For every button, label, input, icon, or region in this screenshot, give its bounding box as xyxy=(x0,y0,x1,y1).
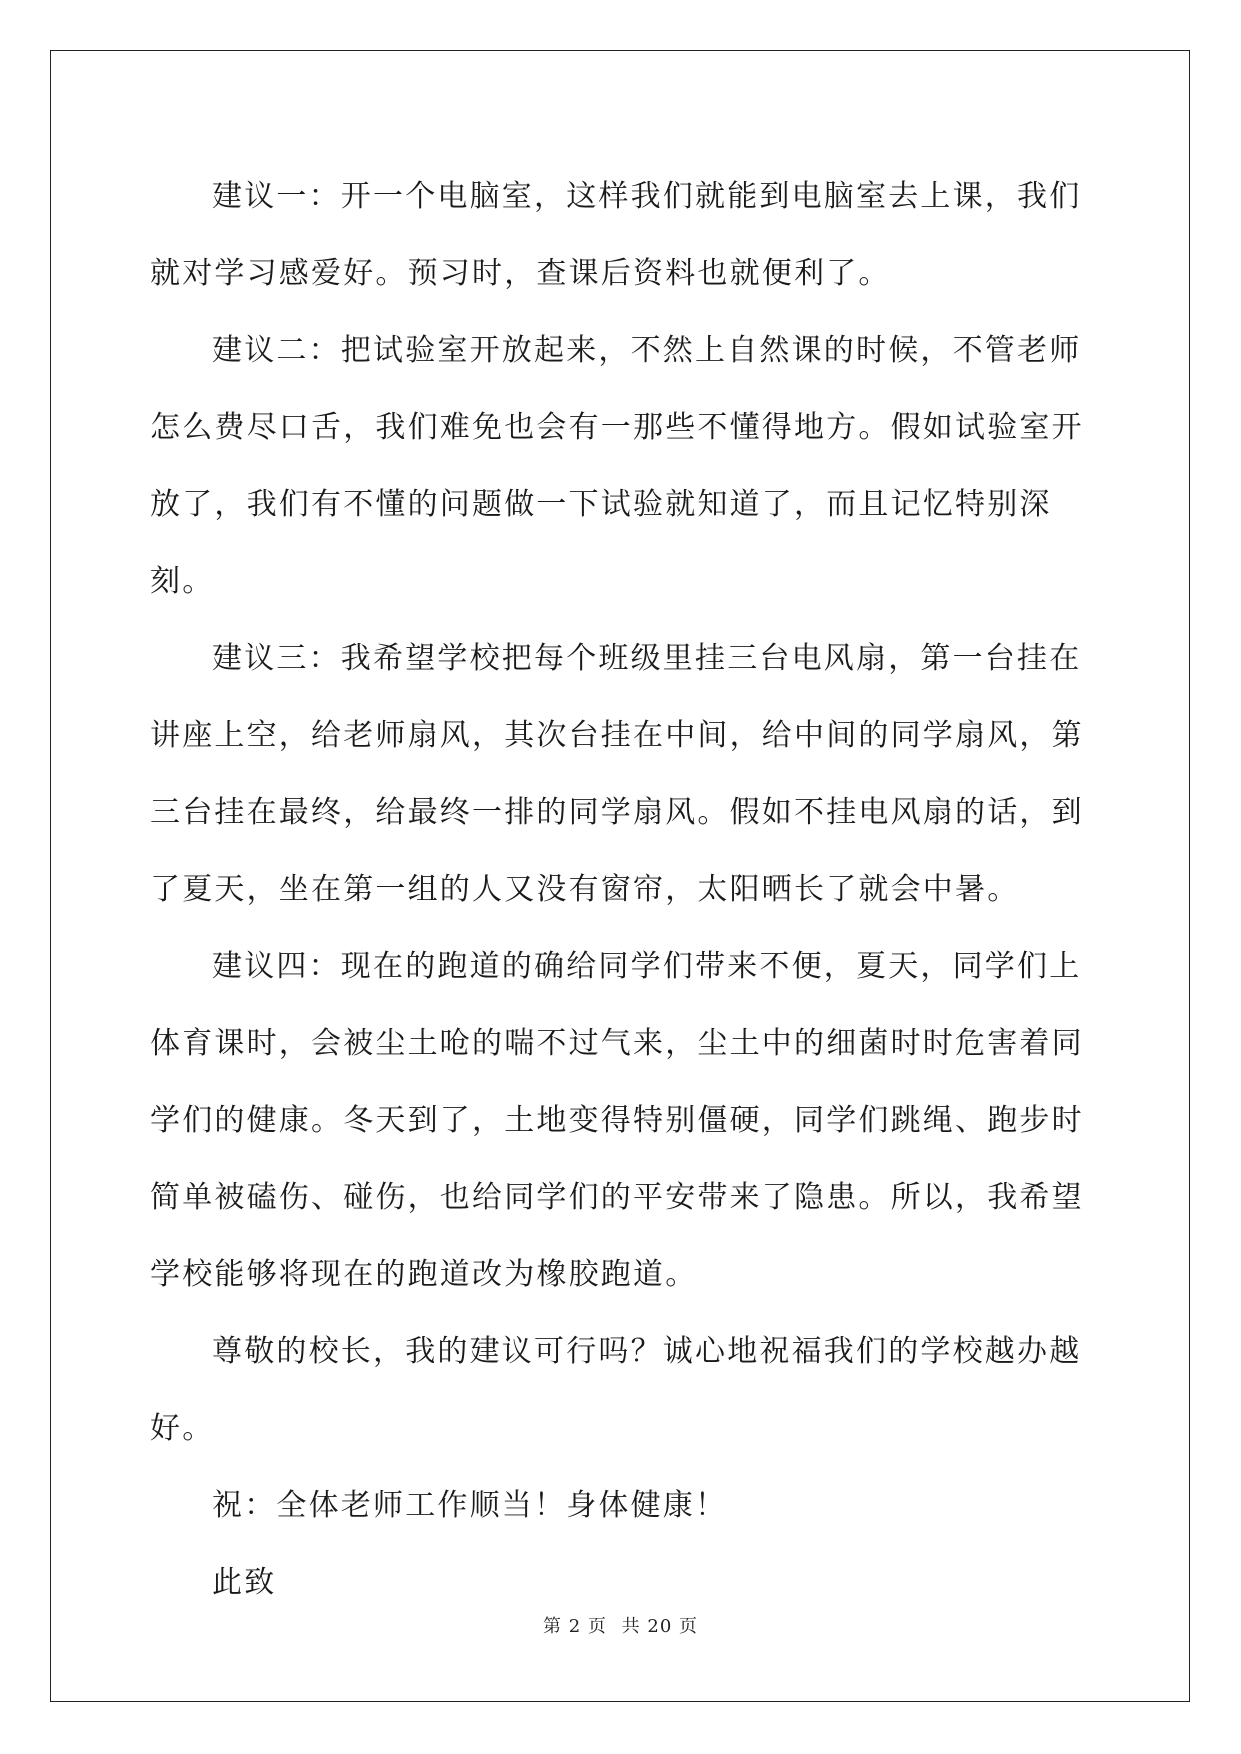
page-total: 共 20 页 xyxy=(621,1616,698,1637)
page-footer xyxy=(0,1612,1241,1638)
paragraph-suggestion-4: 建议四：现在的跑道的确给同学们带来不便，夏天，同学们上体育课时，会被尘土呛的喘不过气来，尘土中的细菌时时危害着同学们的健康。冬天到了，土地变得特别僵硬，同学们跳绳、跑步时简单被磕伤、碰伤，也给同学们的平安带来了隐患。所以，我希望学校能够将现在的跑道改为橡胶跑道。 xyxy=(150,949,1084,1292)
paragraph-wishes: 祝：全体老师工作顺当！身体健康！ xyxy=(212,1488,728,1523)
document-body xyxy=(150,158,1095,1621)
paragraph-suggestion-3: 建议三：我希望学校把每个班级里挂三台电风扇，第一台挂在讲座上空，给老师扇风，其次台挂在中间，给中间的同学扇风，第三台挂在最终，给最终一排的同学扇风。假如不挂电风扇的话，到了夏天，坐在第一组的人又没有窗帘，太阳晒长了就会中暑。 xyxy=(150,641,1084,907)
paragraph-suggestion-2: 建议二：把试验室开放起来，不然上自然课的时候，不管老师怎么费尽口舌，我们难免也会有一那些不懂得地方。假如试验室开放了，我们有不懂的问题做一下试验就知道了，而且记忆特别深刻。 xyxy=(150,333,1084,599)
paragraph-salutation: 此致 xyxy=(212,1565,277,1600)
paragraph-closing-question: 尊敬的校长，我的建议可行吗？诚心地祝福我们的学校越办越好。 xyxy=(150,1334,1082,1446)
page-number: 第 2 页 xyxy=(543,1616,607,1637)
paragraph-suggestion-1: 建议一：开一个电脑室，这样我们就能到电脑室去上课，我们就对学习感爱好。预习时，查课后资料也就便利了。 xyxy=(150,179,1082,291)
